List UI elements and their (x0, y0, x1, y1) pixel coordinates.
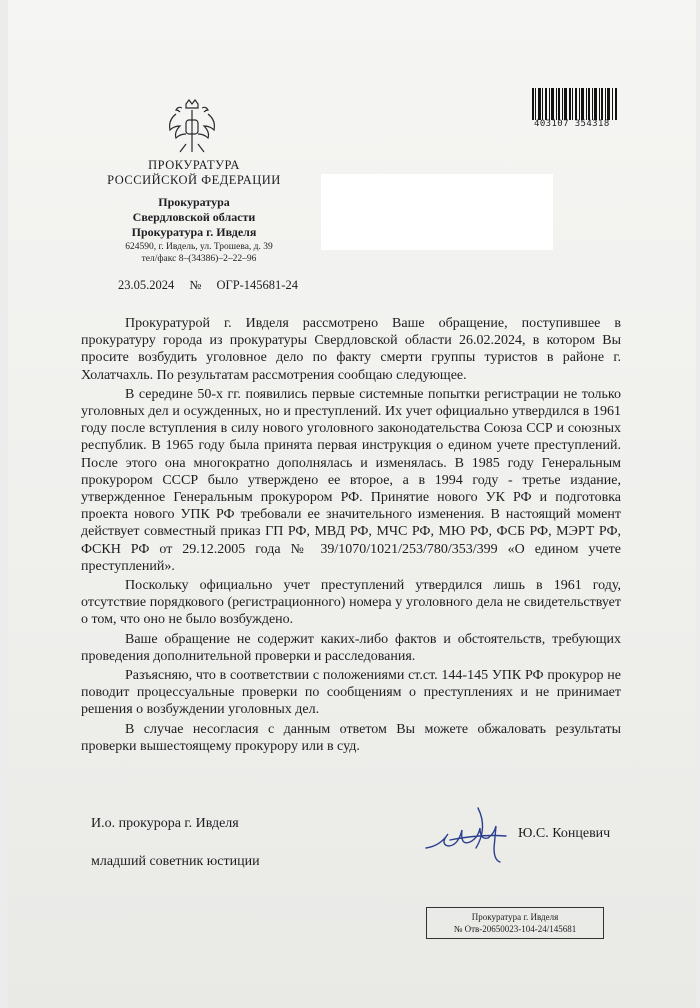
letter-body (81, 315, 621, 757)
dept-line-3: Прокуратура г. Ивделя (131, 225, 257, 239)
reference-line (118, 278, 310, 293)
handwritten-signature (420, 800, 530, 868)
body-paragraph: В середине 50-х гг. появились первые системные попытки регистрации не только уголовных дел и осужденных, но и преступлений. Их учет официально утвердился в 1961 году после вступления в силу нового уголовного законодательства Союза ССР и союзных республик. В 1965 году была принята первая инструкция о едином учете преступлений. После этого она многократно дополнялась и изменялась. В 1985 году Генеральным прокурором СССР было утверждено ее второе, а в 1994 году - третье издание, утвержденное Генеральным прокурором РФ. Принятие нового УК РФ и подготовка проекта нового УПК РФ требовали ее значительного изменения. В настоящий момент действует совместный приказ ГП РФ, МВД РФ, МЧС РФ, МЮ РФ, ФСБ РФ, МЭРТ РФ, ФСКН РФ от 29.12.2005 года № 39/1070/1021/253/780/353/399 «О едином учете преступлений». (81, 386, 621, 574)
org-line-1: ПРОКУРАТУРА (148, 158, 240, 172)
body-paragraph: Поскольку официально учет преступлений утвердился лишь в 1961 году, отсутствие порядкового (регистрационного) номера у уголовного дела не свидетельствует о том, что оно не было возбуждено. (81, 578, 621, 628)
org-line-2: РОССИЙСКОЙ ФЕДЕРАЦИИ (107, 173, 281, 187)
signer-name: Ю.С. Концевич (518, 826, 611, 841)
letter-sheet (8, 0, 696, 1008)
body-paragraph: Ваше обращение не содержит каких-либо фактов и обстоятельств, требующих проведения дополнительной проверки и расследования. (81, 631, 621, 664)
barcode-icon (532, 88, 618, 120)
dept-line-1: Прокуратура (158, 195, 230, 209)
address-block (104, 241, 294, 265)
address: 624590, г. Ивдель, ул. Трошева, д. 39 (125, 242, 273, 252)
body-paragraph: В случае несогласия с данным ответом Вы можете обжаловать результаты проверки вышестоящему прокурору или в суд. (81, 721, 621, 754)
stamp-line-1: Прокуратура г. Ивделя (471, 912, 559, 922)
double-headed-eagle-icon (166, 98, 218, 154)
redacted-recipient (321, 174, 553, 250)
signer-title: И.о. прокурора г. Ивделя (91, 816, 239, 831)
stamp-line-2: № Отв-20650023-104-24/145681 (453, 924, 577, 934)
barcode-number: 403107 354318 (534, 119, 610, 129)
dept-line-2: Свердловской области (132, 210, 256, 224)
dept-header (84, 195, 304, 240)
body-paragraph: Прокуратурой г. Ивделя рассмотрено Ваше обращение, поступившее в прокуратуру города из прокуратуры Свердловской области 26.02.2024, в котором Вы просите возбудить уголовное дело по факту смерти группы туристов в районе г. Холатчахль. По результатам рассмотрения сообщаю следующее. (81, 316, 621, 383)
reference-number: ОГР-145681-24 (216, 278, 298, 292)
letter-date: 23.05.2024 (118, 278, 175, 292)
signer-rank: младший советник юстиции (91, 854, 260, 869)
number-sign: № (189, 278, 202, 292)
org-header (84, 158, 304, 188)
phone: тел/факс 8–(34386)–2–22–96 (141, 254, 257, 264)
body-paragraph: Разъясняю, что в соответствии с положениями ст.ст. 144-145 УПК РФ прокурор не поводит процессуальные проверки по сообщениям о преступлениях и не принимает решения о возбуждении уголовных дел. (81, 668, 621, 718)
registration-stamp (426, 907, 604, 939)
